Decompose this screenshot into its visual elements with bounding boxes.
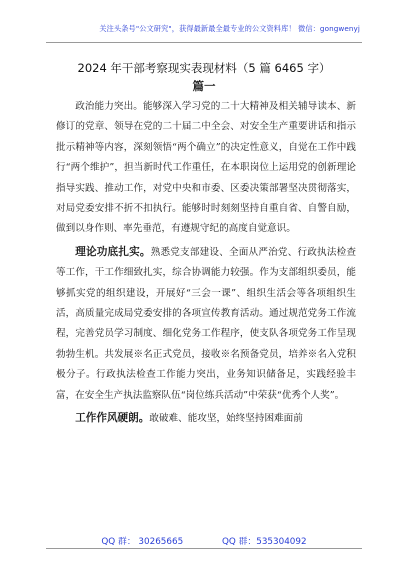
paragraph: [56, 408, 356, 429]
footer-qq-group-2: QQ 群：535304092: [221, 537, 307, 547]
document-body: [56, 96, 356, 432]
section-title: 篇一: [192, 79, 216, 93]
paragraph: [56, 242, 356, 406]
paragraph-lead: 工作作风硬朗。: [75, 412, 150, 425]
page-footer: [0, 534, 408, 547]
paragraph-lead: 理论功底扎实。: [75, 245, 151, 258]
header-divider: [46, 42, 362, 43]
paragraph-text: 敢破难、能攻坚，始终坚持困难面前: [149, 413, 303, 425]
promo-banner: 关注头条号"公文研究"，获得最新最全最专业的公文资料库！ 微信：gongwenyj: [99, 24, 360, 33]
paragraph-text: 政治能力突出。能够深入学习党的二十大精神及相关辅导读本、新修订的党章、领导在党的二十届二中全会、对安全生产重要讲话和指示批示精神等内容，深刻领悟“两个确立”的决定性意义，自觉在工作中践行“两个维护”，担当新时代工作重任，在本职岗位上运用党的创新理论指导实践、推动工作，对党中央和市委、区委决策部署坚决贯彻落实，对局党委安排不折不扣执行。能够时时刻刻坚持自重自省、自警自励，做到以身作则、率先垂范，有遵规守纪的高度自觉意识。: [56, 101, 356, 235]
paragraph: [56, 96, 356, 240]
footer-divider: [46, 548, 362, 549]
footer-qq-group-1: QQ 群： 30265665: [101, 537, 184, 547]
paragraph-text: 熟悉党支部建设、全面从严治党、行政执法检查等工作，干工作细致扎实，综合协调能力较强。作为支部组织委员，能够抓实党的组织建设，开展好“三会一课”、组织生活会等各项组织生活，高质量完成局党委安排的各项宣传教育活动。通过规范党务工作流程，完善党员学习制度、细化党务工作程序，使支队各项党务工作呈现勃勃生机。共发展※名正式党员，接收※名预备党员，培养※名入党积极分子。行政执法检查工作能力突出，业务知识储备足，实践经验丰富，在安全生产执法监察队伍“岗位练兵活动”中荣获“优秀个人奖”。: [56, 246, 357, 401]
page-header: [0, 0, 408, 40]
document-title: 2024 年干部考察现实表现材料（5 篇 6465 字）: [77, 61, 331, 75]
